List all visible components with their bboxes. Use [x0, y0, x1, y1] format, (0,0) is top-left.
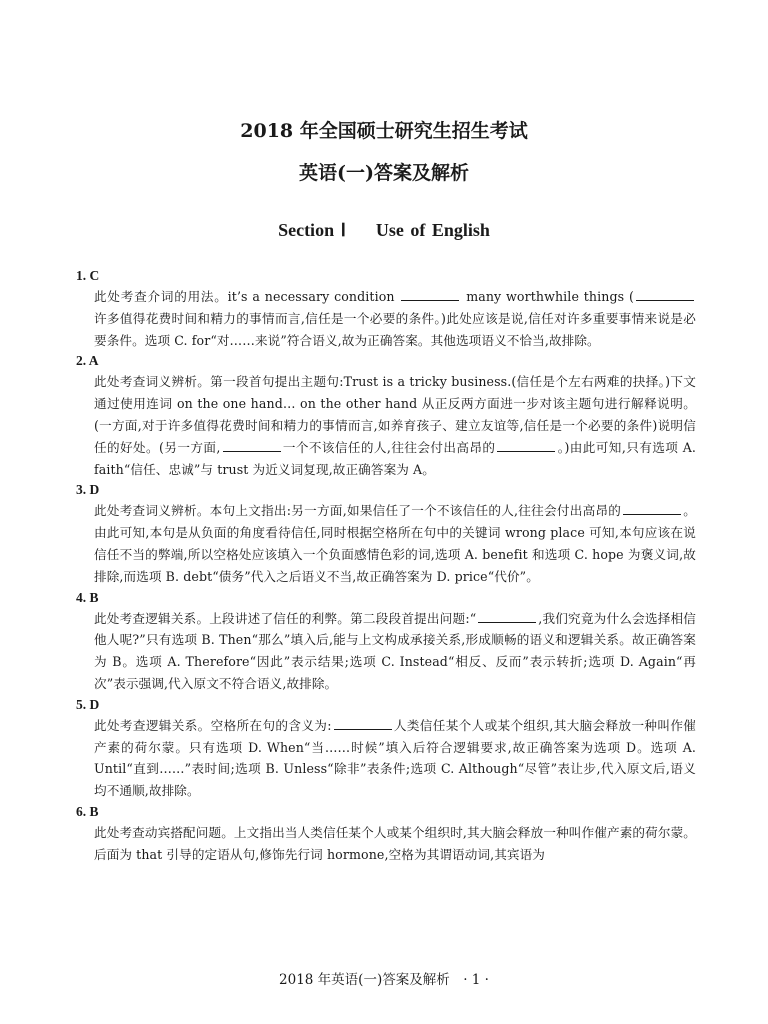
answer-number: 2. A: [76, 353, 99, 369]
answer-item-2: [76, 351, 696, 480]
section-name: Use of English: [375, 220, 490, 240]
blank-line: [636, 288, 694, 301]
answer-explanation: 此处考查词义辨析。本句上文指出:另一方面,如果信任了一个不该信任的人,往往会付出高昂的 。由此可知,本句是从负面的角度看待信任,同时根据空格所在句中的关键词 wrong place 可知,本句应该在说信任不当的弊端,所以空格处应该填入一个负面感情色彩的词,选项 A. benefit 和选项 C. hope 为褒义词,故排除,而选项 B. debt“债务”代入之后语义不当,故正确答案为 D. price“代价”。: [94, 503, 696, 584]
answer-list: [76, 266, 696, 866]
blank-line: [401, 288, 459, 301]
blank-line: [223, 439, 281, 452]
answer-item-4: [76, 588, 696, 695]
answer-explanation: 此处考查动宾搭配问题。上文指出当人类信任某个人或某个组织时,其大脑会释放一种叫作催产素的荷尔蒙。后面为 that 引导的定语从句,修饰先行词 hormone,空格为其谓语动词,其宾语为: [94, 824, 696, 862]
answer-item-6: [76, 802, 696, 866]
answer-item-5: [76, 695, 696, 802]
blank-line: [497, 439, 555, 452]
exam-title: 2018 年全国硕士研究生招生考试: [240, 120, 528, 142]
answer-number: 1. C: [76, 268, 100, 283]
section-label: Section Ⅰ: [278, 220, 346, 240]
section-heading: [0, 220, 768, 241]
document-subtitle: 英语(一)答案及解析: [299, 162, 469, 184]
blank-line: [478, 610, 536, 623]
answer-explanation: 此处考查词义辨析。第一段首句提出主题句:Trust is a tricky business.(信任是个左右两难的抉择。)下文通过使用连词 on the one hand… on the other hand 从正反两方面进一步对该主题句进行解释说明。(一方面,对于许多值得花费时间和精力的事情而言,如养育孩子、建立友谊等,信任是一个必要的条件)说明信任的好处。(另一方面, 一个不该信任的人,往往会付出高昂的 。)由此可知,只有选项 A. faith“信任、忠诚”与 trust 为近义词复现,故正确答案为 A。: [94, 374, 696, 477]
answer-explanation: 此处考查逻辑关系。上段讲述了信任的利弊。第二段段首提出问题:“ ,我们究竟为什么会选择相信他人呢?”只有选项 B. Then“那么”填入后,能与上文构成承接关系,形成顺畅的语义和逻辑关系。故正确答案为 B。选项 A. Therefore“因此”表示结果;选项 C. Instead“相反、反而”表示转折;选项 D. Again“再次”表示强调,代入原文不符合语义,故排除。: [94, 610, 696, 691]
answer-explanation: 此处考查逻辑关系。空格所在句的含义为: 人类信任某个人或某个组织,其大脑会释放一种叫作催产素的荷尔蒙。只有选项 D. When“当……时候”填入后符合逻辑要求,故正确答案为选项 D。选项 A. Until“直到……”表时间;选项 B. Unless“除非”表条件;选项 C. Although“尽管”表让步,代入原文后,语义均不通顺,故排除。: [94, 717, 696, 799]
answer-item-1: [76, 266, 696, 351]
answer-number: 3. D: [76, 482, 100, 498]
blank-line: [334, 717, 392, 730]
blank-line: [623, 502, 681, 515]
answer-item-3: [76, 480, 696, 587]
answer-number: 4. B: [76, 589, 99, 605]
answer-explanation: 此处考查介词的用法。it’s a necessary condition many worthwhile things (许多值得花费时间和精力的事情而言,信任是一个必要的条件。)此处应该是说,信任对许多重要事情来说是必要条件。选项 C. for“对……来说”符合语义,故为正确答案。其他选项语义不恰当,故排除。: [94, 289, 696, 348]
answer-number: 6. B: [76, 803, 99, 819]
answer-number: 5. D: [76, 696, 100, 712]
page-footer: 2018 年英语(一)答案及解析 · 1 ·: [279, 972, 489, 988]
